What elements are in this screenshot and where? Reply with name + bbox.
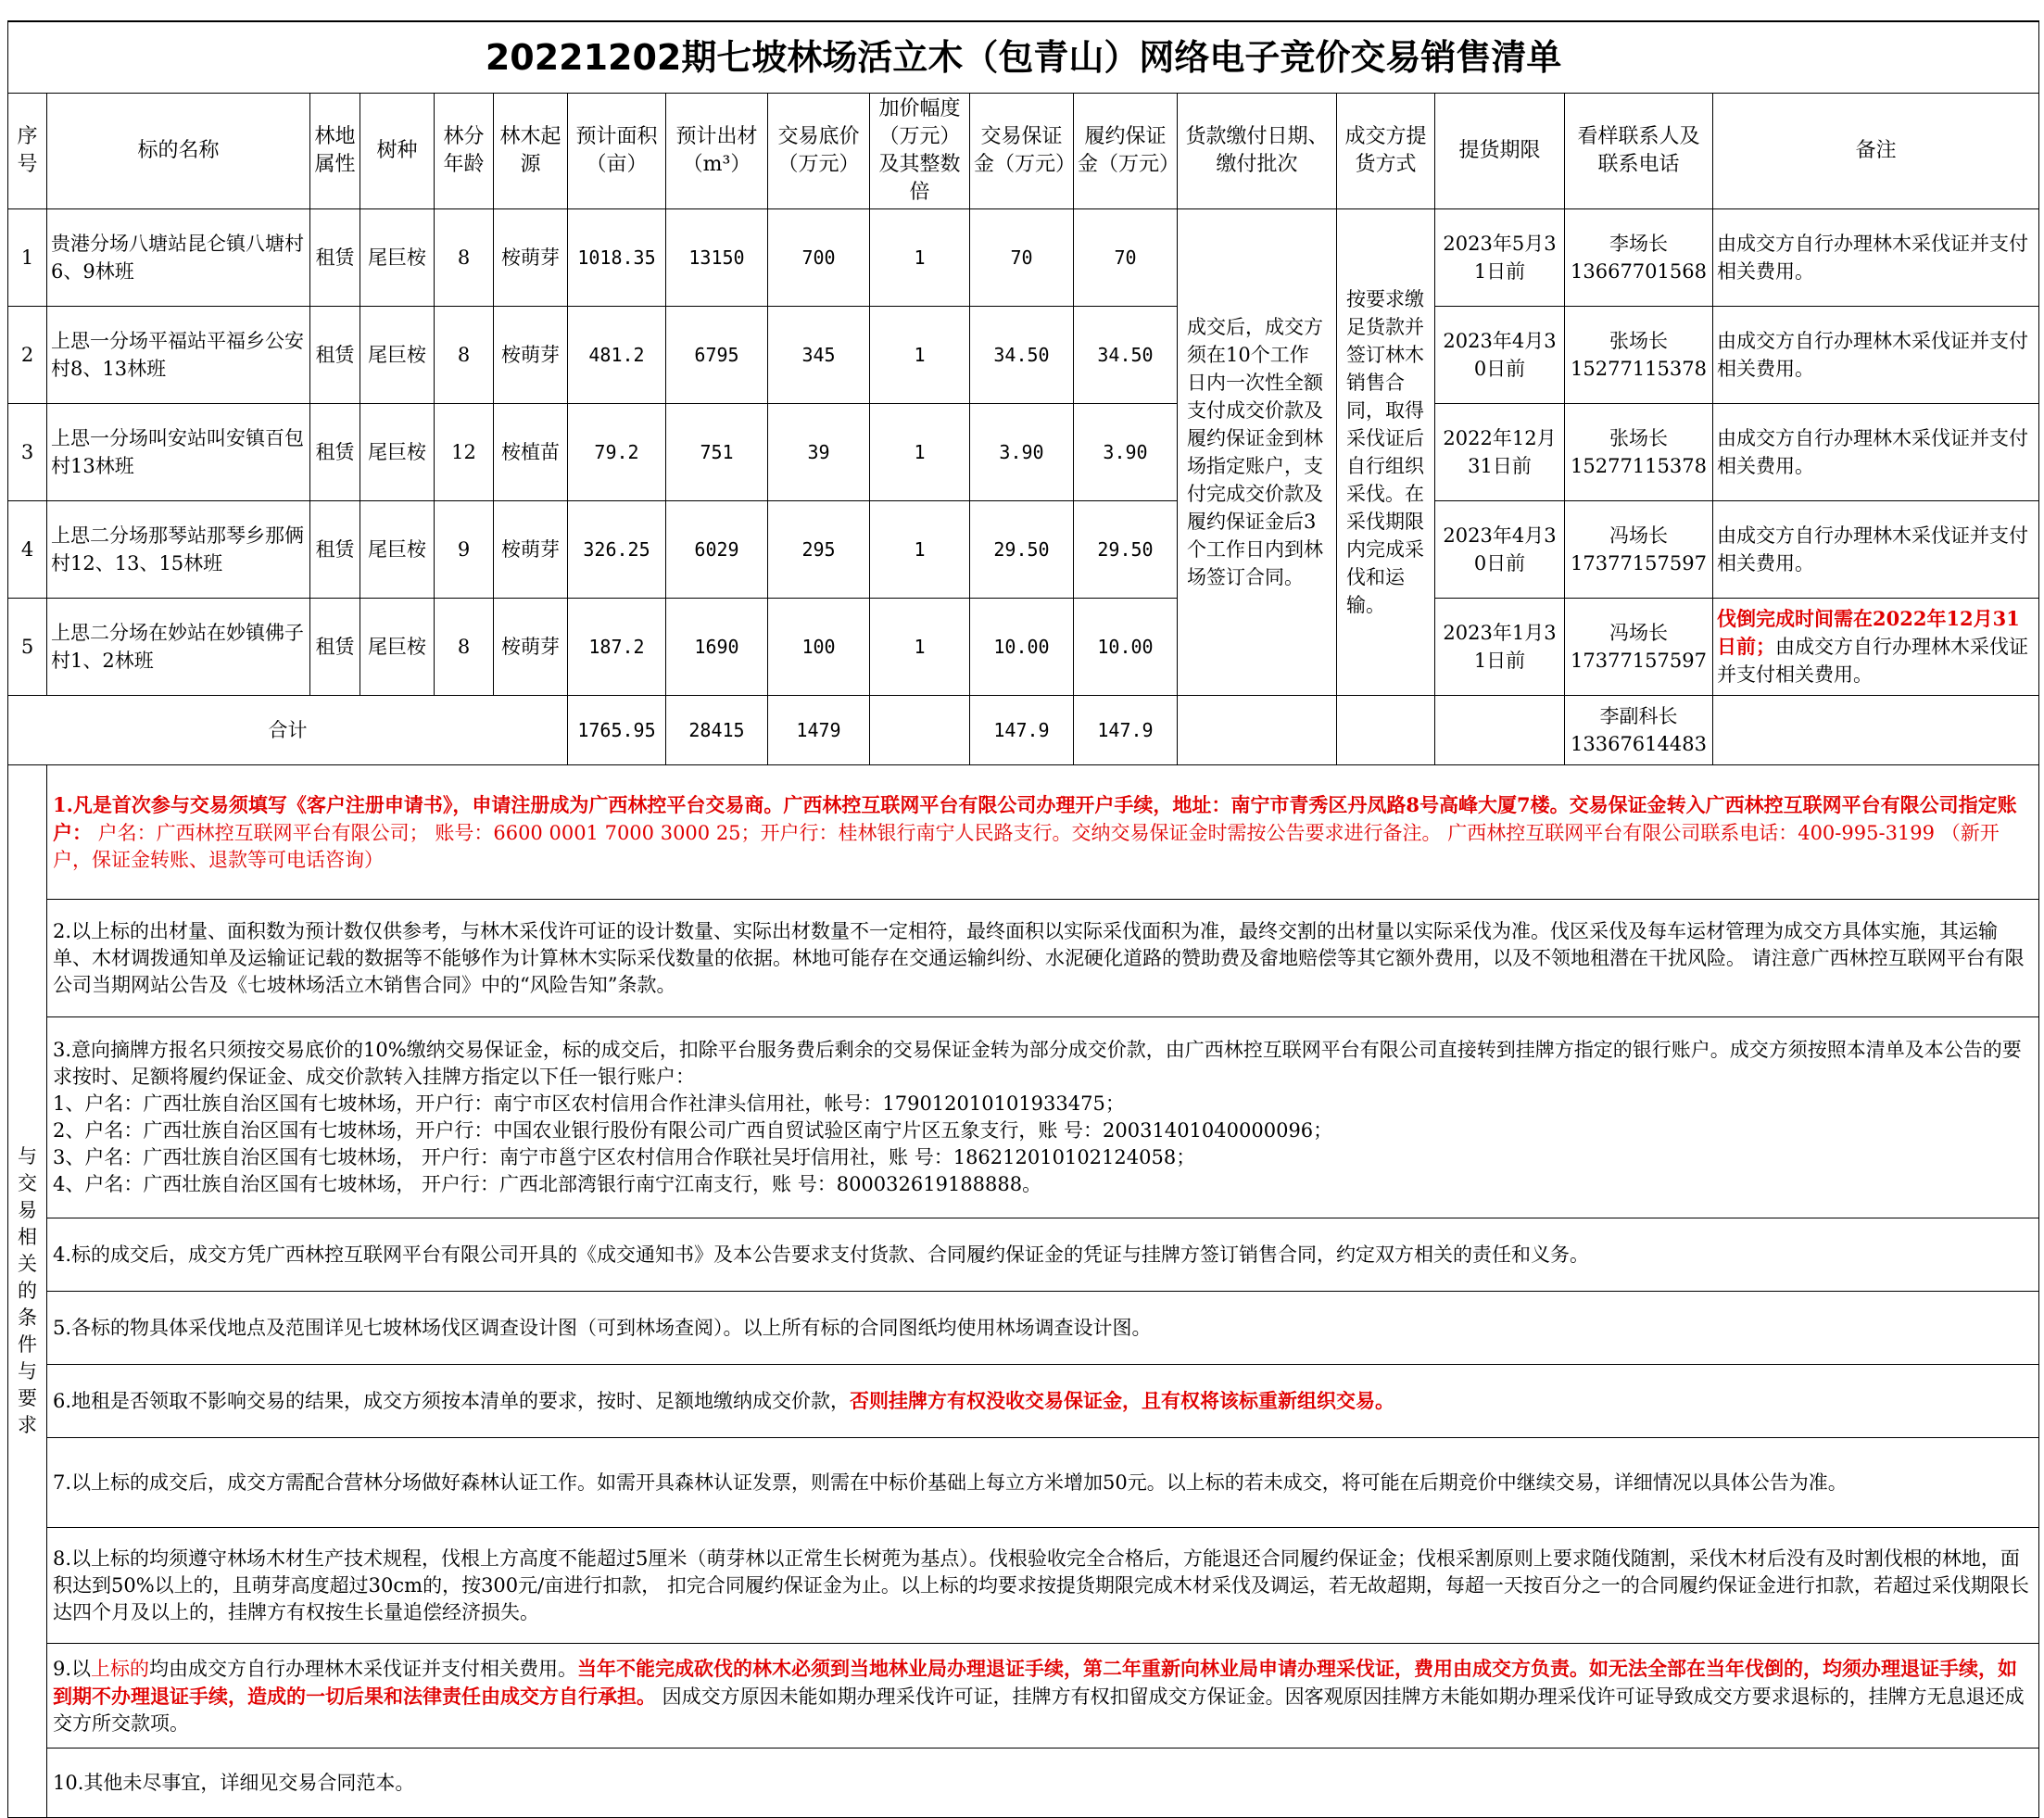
payment-note: 成交后，成交方须在10个工作日内一次性全额支付成交价款及履约保证金到林场指定账户，支付完成交价款及履约保证金后3个工作日内到林场签订合同。	[1178, 209, 1337, 696]
cell-contact	[1565, 404, 1713, 501]
cell-age: 9	[435, 501, 494, 599]
cell-deadline: 2023年1月31日前	[1435, 599, 1565, 696]
term-row-3	[8, 1017, 2039, 1218]
cell-species: 尾巨桉	[360, 209, 435, 307]
contact-name: 张场长	[1609, 427, 1668, 449]
cell-species: 尾巨桉	[360, 404, 435, 501]
cell-deposit: 34.50	[970, 307, 1074, 404]
cell-increment: 1	[870, 501, 970, 599]
term-1-account: 户名：广西林控互联网平台有限公司； 账号：6600 0001 7000 3000 25；开户行：桂林银行南宁人民路支行。交纳交易保证金时需按公告要求进行备注。 广西林控互联网平台有限公司联系电话：400-995-3199 （新开户，保证金转账、退款等可电话咨询）	[53, 821, 2000, 871]
term-row-5	[8, 1292, 2039, 1365]
cell-increment: 1	[870, 404, 970, 501]
cell-deadline: 2023年5月31日前	[1435, 209, 1565, 307]
contact-phone: 13667701568	[1571, 260, 1707, 283]
cell-perf: 10.00	[1074, 599, 1178, 696]
cell-price: 345	[768, 307, 870, 404]
contact-phone: 15277115378	[1571, 358, 1707, 380]
header-perf: 履约保证金（万元）	[1074, 94, 1178, 209]
cell-remark: 由成交方自行办理林木采伐证并支付相关费用。	[1713, 209, 2039, 307]
cell-seq: 5	[8, 599, 47, 696]
cell-remark: 由成交方自行办理林木采伐证并支付相关费用。	[1713, 404, 2039, 501]
account-3: 3、户名：广西壮族自治区国有七坡林场， 开户行：南宁市邕宁区农村信用合作联社吴圩信用社，账 号：186212010102124058；	[53, 1146, 1196, 1168]
cell-age: 12	[435, 404, 494, 501]
term-row-4	[8, 1218, 2039, 1292]
cell-age: 8	[435, 209, 494, 307]
cell-age: 8	[435, 599, 494, 696]
cell-volume: 751	[666, 404, 768, 501]
contact-name: 冯场长	[1609, 622, 1668, 644]
contact-phone: 15277115378	[1571, 455, 1707, 477]
cell-price: 100	[768, 599, 870, 696]
total-deadline	[1435, 696, 1565, 765]
cell-area: 481.2	[568, 307, 666, 404]
header-age: 林分年龄	[435, 94, 494, 209]
cell-deposit: 10.00	[970, 599, 1074, 696]
term-row-1	[8, 765, 2039, 900]
cell-origin: 桉萌芽	[494, 599, 568, 696]
cell-perf: 70	[1074, 209, 1178, 307]
cell-area: 326.25	[568, 501, 666, 599]
term-9	[47, 1644, 2039, 1749]
header-row	[8, 94, 2039, 209]
cell-deadline: 2023年4月30日前	[1435, 501, 1565, 599]
term-9-rest: 因成交方原因未能如期办理采伐许可证，挂牌方有权扣留成交方保证金。因客观原因挂牌方未能如期办理采伐许可证导致成交方要求退标的，挂牌方无息退还成交方所交款项。	[53, 1685, 2025, 1735]
cell-contact	[1565, 599, 1713, 696]
header-name: 标的名称	[47, 94, 310, 209]
table-row	[8, 209, 2039, 307]
contact-phone: 13367614483	[1571, 733, 1707, 755]
term-9-a: 9.以	[53, 1657, 92, 1680]
cell-deadline: 2023年4月30日前	[1435, 307, 1565, 404]
contact-name: 张场长	[1609, 330, 1668, 352]
term-9-b: 上标的	[91, 1657, 150, 1680]
cell-age: 8	[435, 307, 494, 404]
header-deposit: 交易保证金（万元）	[970, 94, 1074, 209]
table-row	[8, 307, 2039, 404]
cell-species: 尾巨桉	[360, 307, 435, 404]
term-row-7	[8, 1438, 2039, 1528]
term-9-warning: 当年不能完成砍伐的林木必须到当地林业局办理退证手续，第二年重新向林业局申请办理采伐证，费用由成交方负责。如无法全部在当年伐倒的，均须办理退证手续，如到期不办理退证手续，造成的一切后果和法律责任由成交方自行承担。	[53, 1656, 2018, 1708]
header-origin: 林木起源	[494, 94, 568, 209]
sales-list-table	[7, 20, 2039, 1818]
header-species: 树种	[360, 94, 435, 209]
term-1	[47, 765, 2039, 900]
cell-increment: 1	[870, 209, 970, 307]
cell-remark	[1713, 599, 2039, 696]
total-perf: 147.9	[1074, 696, 1178, 765]
cell-seq: 4	[8, 501, 47, 599]
cell-contact	[1565, 209, 1713, 307]
table-row	[8, 599, 2039, 696]
cell-name: 上思一分场叫安站叫安镇百包村13林班	[47, 404, 310, 501]
term-8: 8.以上标的均须遵守林场木材生产技术规程，伐根上方高度不能超过5厘米（萌芽林以正常生长树蔸为基点）。伐根验收完全合格后，方能退还合同履约保证金；伐根采割原则上要求随伐随割，采伐木材后没有及时割伐根的林地，面积达到50%以上的，且萌芽高度超过30cm的，按300元/亩进行扣款， 扣完合同履约保证金为止。以上标的均要求按提货期限完成木材采伐及调运，若无故超期，每超一天按百分之一的合同履约保证金进行扣款，若超过采伐期限长达四个月及以上的，挂牌方有权按生长量追偿经济损失。	[47, 1528, 2039, 1644]
header-increment: 加价幅度（万元）及其整数倍	[870, 94, 970, 209]
header-contact: 看样联系人及联系电话	[1565, 94, 1713, 209]
cell-deposit: 3.90	[970, 404, 1074, 501]
term-row-2	[8, 900, 2039, 1017]
cell-name: 上思二分场在妙站在妙镇佛子村1、2林班	[47, 599, 310, 696]
total-volume: 28415	[666, 696, 768, 765]
cell-perf: 29.50	[1074, 501, 1178, 599]
cell-name: 上思二分场那琴站那琴乡那俩村12、13、15林班	[47, 501, 310, 599]
table-row	[8, 404, 2039, 501]
sales-list-sheet	[7, 20, 2038, 1818]
table-row	[8, 501, 2039, 599]
cell-seq: 3	[8, 404, 47, 501]
cell-area: 1018.35	[568, 209, 666, 307]
cell-contact	[1565, 501, 1713, 599]
contact-phone: 17377157597	[1571, 552, 1707, 574]
total-deposit: 147.9	[970, 696, 1074, 765]
cell-increment: 1	[870, 599, 970, 696]
term-row-9	[8, 1644, 2039, 1749]
cell-perf: 34.50	[1074, 307, 1178, 404]
total-price: 1479	[768, 696, 870, 765]
cell-land: 租赁	[310, 501, 360, 599]
total-area: 1765.95	[568, 696, 666, 765]
term-5: 5.各标的物具体采伐地点及范围详见七坡林场伐区调查设计图（可到林场查阅）。以上所有标的合同图纸均使用林场调查设计图。	[47, 1292, 2039, 1365]
header-seq: 序号	[8, 94, 47, 209]
term-9-c: 均由成交方自行办理林木采伐证并支付相关费用。	[149, 1657, 578, 1680]
cell-name: 贵港分场八塘站昆仑镇八塘村6、9林班	[47, 209, 310, 307]
account-2: 2、户名：广西壮族自治区国有七坡林场，开户行：中国农业银行股份有限公司广西自贸试验区南宁片区五象支行，账 号：20031401040000096；	[53, 1119, 1333, 1142]
cell-origin: 桉植苗	[494, 404, 568, 501]
total-increment	[870, 696, 970, 765]
delivery-note: 按要求缴足货款并签订林木销售合同，取得采伐证后自行组织采伐。在采伐期限内完成采伐和运输。	[1337, 209, 1435, 696]
total-contact	[1565, 696, 1713, 765]
cell-volume: 6029	[666, 501, 768, 599]
cell-deadline: 2022年12月31日前	[1435, 404, 1565, 501]
cell-land: 租赁	[310, 209, 360, 307]
term-1-highlight: 1.凡是首次参与交易须填写《客户注册申请书》，申请注册成为广西林控平台交易商。广西林控互联网平台有限公司办理开户手续，地址：南宁市青秀区丹凤路8号高峰大厦7楼。交易保证金转入广西林控互联网平台有限公司指定账户：	[53, 792, 2017, 844]
total-row	[8, 696, 2039, 765]
cell-increment: 1	[870, 307, 970, 404]
contact-name: 李场长	[1609, 233, 1668, 255]
remark-text: 由成交方自行办理林木采伐证并支付相关费用。	[1717, 636, 2028, 686]
header-payment: 货款缴付日期、缴付批次	[1178, 94, 1337, 209]
total-payment	[1178, 696, 1337, 765]
term-7: 7.以上标的成交后，成交方需配合营林分场做好森林认证工作。如需开具森林认证发票，则需在中标价基础上每立方米增加50元。以上标的若未成交，将可能在后期竞价中继续交易，详细情况以具体公告为准。	[47, 1438, 2039, 1528]
header-volume: 预计出材（m³）	[666, 94, 768, 209]
header-area: 预计面积（亩）	[568, 94, 666, 209]
remark-warning: 伐倒完成时间需在2022年12月31日前；	[1717, 607, 2020, 658]
term-6-warning: 否则挂牌方有权没收交易保证金，且有权将该标重新组织交易。	[850, 1389, 1395, 1412]
cell-land: 租赁	[310, 599, 360, 696]
header-remarks: 备注	[1713, 94, 2039, 209]
header-deadline: 提货期限	[1435, 94, 1565, 209]
cell-name: 上思一分场平福站平福乡公安村8、13林班	[47, 307, 310, 404]
cell-land: 租赁	[310, 307, 360, 404]
cell-seq: 1	[8, 209, 47, 307]
contact-name: 李副科长	[1599, 705, 1678, 727]
term-row-8	[8, 1528, 2039, 1644]
cell-origin: 桉萌芽	[494, 501, 568, 599]
term-2: 2.以上标的出材量、面积数为预计数仅供参考，与林木采伐许可证的设计数量、实际出材数量不一定相符，最终面积以实际采伐面积为准，最终交割的出材量以实际采伐为准。伐区采伐及每车运材管理为成交方具体实施，其运输单、木材调拨通知单及运输证记载的数据等不能够作为计算林木实际采伐数量的依据。林地可能存在交通运输纠纷、水泥硬化道路的赞助费及畲地赔偿等其它额外费用，以及不领地租潜在干扰风险。 请注意广西林控互联网平台有限公司当期网站公告及《七坡林场活立木销售合同》中的“风险告知”条款。	[47, 900, 2039, 1017]
cell-area: 79.2	[568, 404, 666, 501]
cell-contact	[1565, 307, 1713, 404]
term-row-6	[8, 1365, 2039, 1438]
terms-side-label: 与交易相关的条件与要求	[8, 765, 47, 1818]
cell-volume: 6795	[666, 307, 768, 404]
header-land: 林地属性	[310, 94, 360, 209]
cell-volume: 1690	[666, 599, 768, 696]
header-delivery: 成交方提货方式	[1337, 94, 1435, 209]
term-row-10	[8, 1749, 2039, 1818]
cell-remark: 由成交方自行办理林木采伐证并支付相关费用。	[1713, 307, 2039, 404]
cell-origin: 桉萌芽	[494, 307, 568, 404]
cell-volume: 13150	[666, 209, 768, 307]
account-1: 1、户名：广西壮族自治区国有七坡林场，开户行：南宁市区农村信用合作社津头信用社，帐号：179012010101933475；	[53, 1092, 1125, 1115]
term-4: 4.标的成交后，成交方凭广西林控互联网平台有限公司开具的《成交通知书》及本公告要求支付货款、合同履约保证金的凭证与挂牌方签订销售合同，约定双方相关的责任和义务。	[47, 1218, 2039, 1292]
header-price: 交易底价（万元）	[768, 94, 870, 209]
cell-species: 尾巨桉	[360, 599, 435, 696]
cell-land: 租赁	[310, 404, 360, 501]
total-label: 合计	[8, 696, 568, 765]
cell-seq: 2	[8, 307, 47, 404]
cell-deposit: 29.50	[970, 501, 1074, 599]
term-3-text: 3.意向摘牌方报名只须按交易底价的10%缴纳交易保证金，标的成交后，扣除平台服务费后剩余的交易保证金转为部分成交价款，由广西林控互联网平台有限公司直接转到挂牌方指定的银行账户。成交方须按照本清单及本公告的要求按时、足额将履约保证金、成交价款转入挂牌方指定以下任一银行账户：	[53, 1039, 2022, 1088]
cell-price: 295	[768, 501, 870, 599]
cell-price: 700	[768, 209, 870, 307]
cell-area: 187.2	[568, 599, 666, 696]
page-title: 20221202期七坡林场活立木（包青山）网络电子竞价交易销售清单	[8, 21, 2039, 94]
cell-deposit: 70	[970, 209, 1074, 307]
contact-name: 冯场长	[1609, 524, 1668, 547]
contact-phone: 17377157597	[1571, 650, 1707, 672]
cell-origin: 桉萌芽	[494, 209, 568, 307]
total-remark	[1713, 696, 2039, 765]
cell-price: 39	[768, 404, 870, 501]
cell-remark: 由成交方自行办理林木采伐证并支付相关费用。	[1713, 501, 2039, 599]
cell-perf: 3.90	[1074, 404, 1178, 501]
term-3	[47, 1017, 2039, 1218]
total-delivery	[1337, 696, 1435, 765]
cell-species: 尾巨桉	[360, 501, 435, 599]
account-4: 4、户名：广西壮族自治区国有七坡林场， 开户行：广西北部湾银行南宁江南支行，账 号：800032619188888。	[53, 1173, 1042, 1195]
term-6-text: 6.地租是否领取不影响交易的结果，成交方须按本清单的要求，按时、足额地缴纳成交价款，	[53, 1390, 851, 1412]
term-6	[47, 1365, 2039, 1438]
term-10: 10.其他未尽事宜，详细见交易合同范本。	[47, 1749, 2039, 1818]
